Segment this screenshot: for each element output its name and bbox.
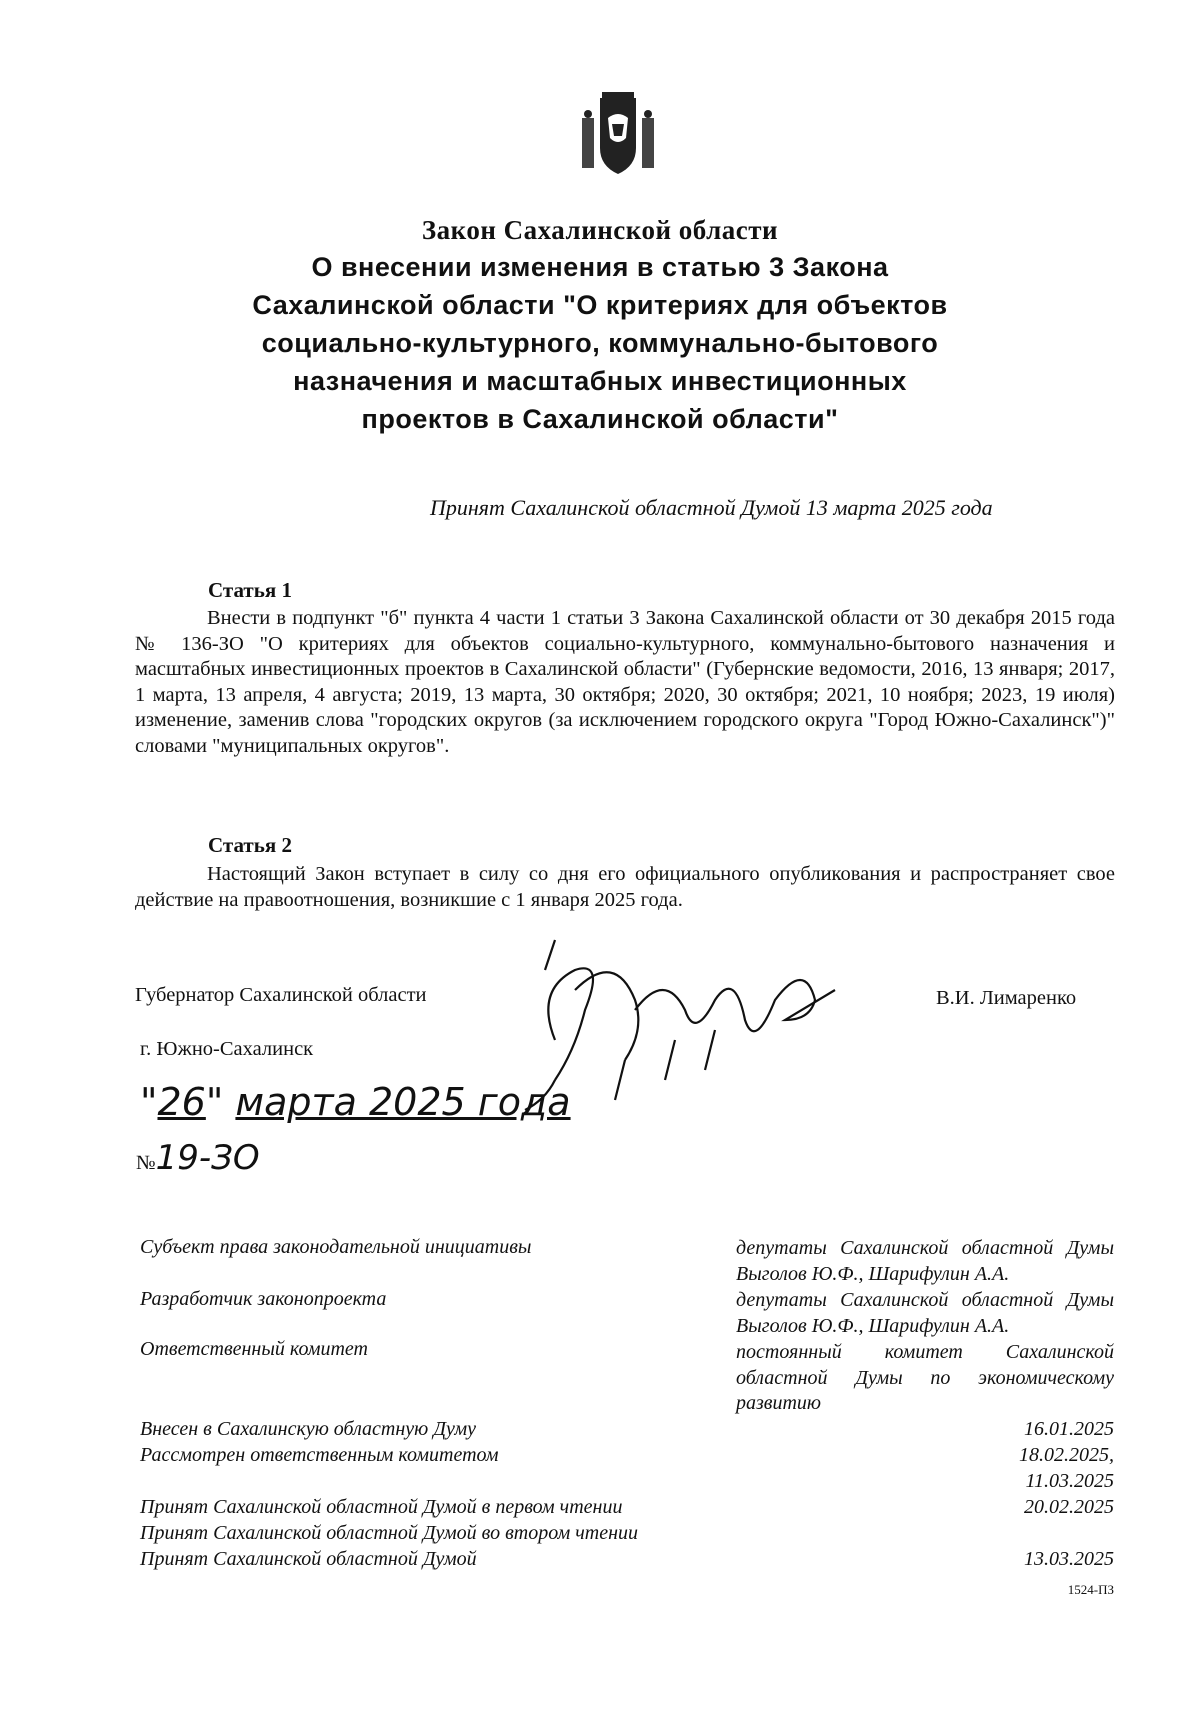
law-type-heading: Закон Сахалинской области <box>421 215 779 245</box>
info-value-developer: депутаты Сахалинской областной Думы Выголов Ю.Ф., Шарифулин А.А. <box>736 1289 1114 1337</box>
number-sign: № <box>136 1152 156 1174</box>
article-1-text <box>135 606 1115 759</box>
date-rest: марта 2025 года <box>235 1080 571 1124</box>
info-label-committee: Ответственный комитет <box>140 1338 368 1360</box>
timeline-label-committee: Рассмотрен ответственным комитетом <box>140 1444 499 1466</box>
info-label-developer: Разработчик законопроекта <box>140 1288 387 1310</box>
title-line-4: назначения и масштабных инвестиционных <box>293 366 907 396</box>
timeline-label-second-reading: Принят Сахалинской областной Думой во втором чтении <box>140 1522 639 1544</box>
article-1-heading: Статья 1 <box>208 578 292 602</box>
info-value-committee: постоянный комитет Сахалинской областной Думы по экономическому развитию <box>736 1341 1114 1414</box>
title-line-2: Сахалинской области "О критериях для объектов <box>252 290 948 320</box>
article-1-body: Внести в подпункт "б" пункта 4 части 1 статьи 3 Закона Сахалинской области от 30 декабря 2015 года № 136-ЗО "О критериях для объектов социально-культурного, коммунально-бытового назначения и масштабных инвестиционных проектов в Сахалинской области" (Губернские ведомости, 2016, 13 января; 2017, 1 марта, 13 апреля, 4 августа; 2019, 13 марта, 30 октября; 2020, 30 октября; 2021, 10 ноября; 2023, 19 июля) изменение, заменив слова "городских округов (за исключением городского округа "Город Южно-Сахалинск")" словами "муниципальных округов". <box>135 607 1115 757</box>
timeline-label-adopted: Принят Сахалинской областной Думой <box>140 1548 477 1570</box>
timeline-date-adopted: 13.03.2025 <box>1024 1548 1114 1570</box>
coat-of-arms-emblem <box>578 88 658 178</box>
article-2-text <box>135 862 1115 913</box>
signatory-name: В.И. Лимаренко <box>936 987 1077 1009</box>
title-line-1: О внесении изменения в статью 3 Закона <box>311 252 889 282</box>
signatory-position: Губернатор Сахалинской области <box>135 984 427 1006</box>
article-2-heading: Статья 2 <box>208 833 292 857</box>
title-line-3: социально-культурного, коммунально-бытового <box>261 328 939 358</box>
signing-date <box>140 1080 571 1124</box>
info-label-initiative: Субъект права законодательной инициативы <box>140 1236 532 1258</box>
title-line-5: проектов в Сахалинской области" <box>361 404 839 434</box>
info-value-initiative: депутаты Сахалинской областной Думы Выголов Ю.Ф., Шарифулин А.А. <box>736 1237 1114 1285</box>
article-2-body: Настоящий Закон вступает в силу со дня его официального опубликования и распространяет свое действие на правоотношения, возникшие с 1 января 2025 года. <box>135 863 1115 911</box>
timeline-date-submitted: 16.01.2025 <box>1024 1418 1114 1440</box>
date-day: 26 <box>157 1080 206 1124</box>
footer-code: 1524-ПЗ <box>1067 1582 1114 1597</box>
timeline-label-first-reading: Принят Сахалинской областной Думой в первом чтении <box>140 1496 623 1518</box>
timeline-date-first-reading: 20.02.2025 <box>1024 1496 1114 1518</box>
law-number <box>136 1138 260 1178</box>
number-value: 19-ЗО <box>155 1138 260 1178</box>
adoption-note: Принят Сахалинской областной Думой 13 марта 2025 года <box>430 495 993 520</box>
date-quote-close: " <box>205 1080 224 1124</box>
timeline-date-committee-1: 18.02.2025, <box>1019 1444 1114 1466</box>
timeline-date-committee-2: 11.03.2025 <box>1025 1470 1114 1492</box>
date-quote-open: " <box>140 1080 158 1124</box>
timeline-label-submitted: Внесен в Сахалинскую областную Думу <box>140 1418 477 1440</box>
city: г. Южно-Сахалинск <box>140 1038 314 1060</box>
